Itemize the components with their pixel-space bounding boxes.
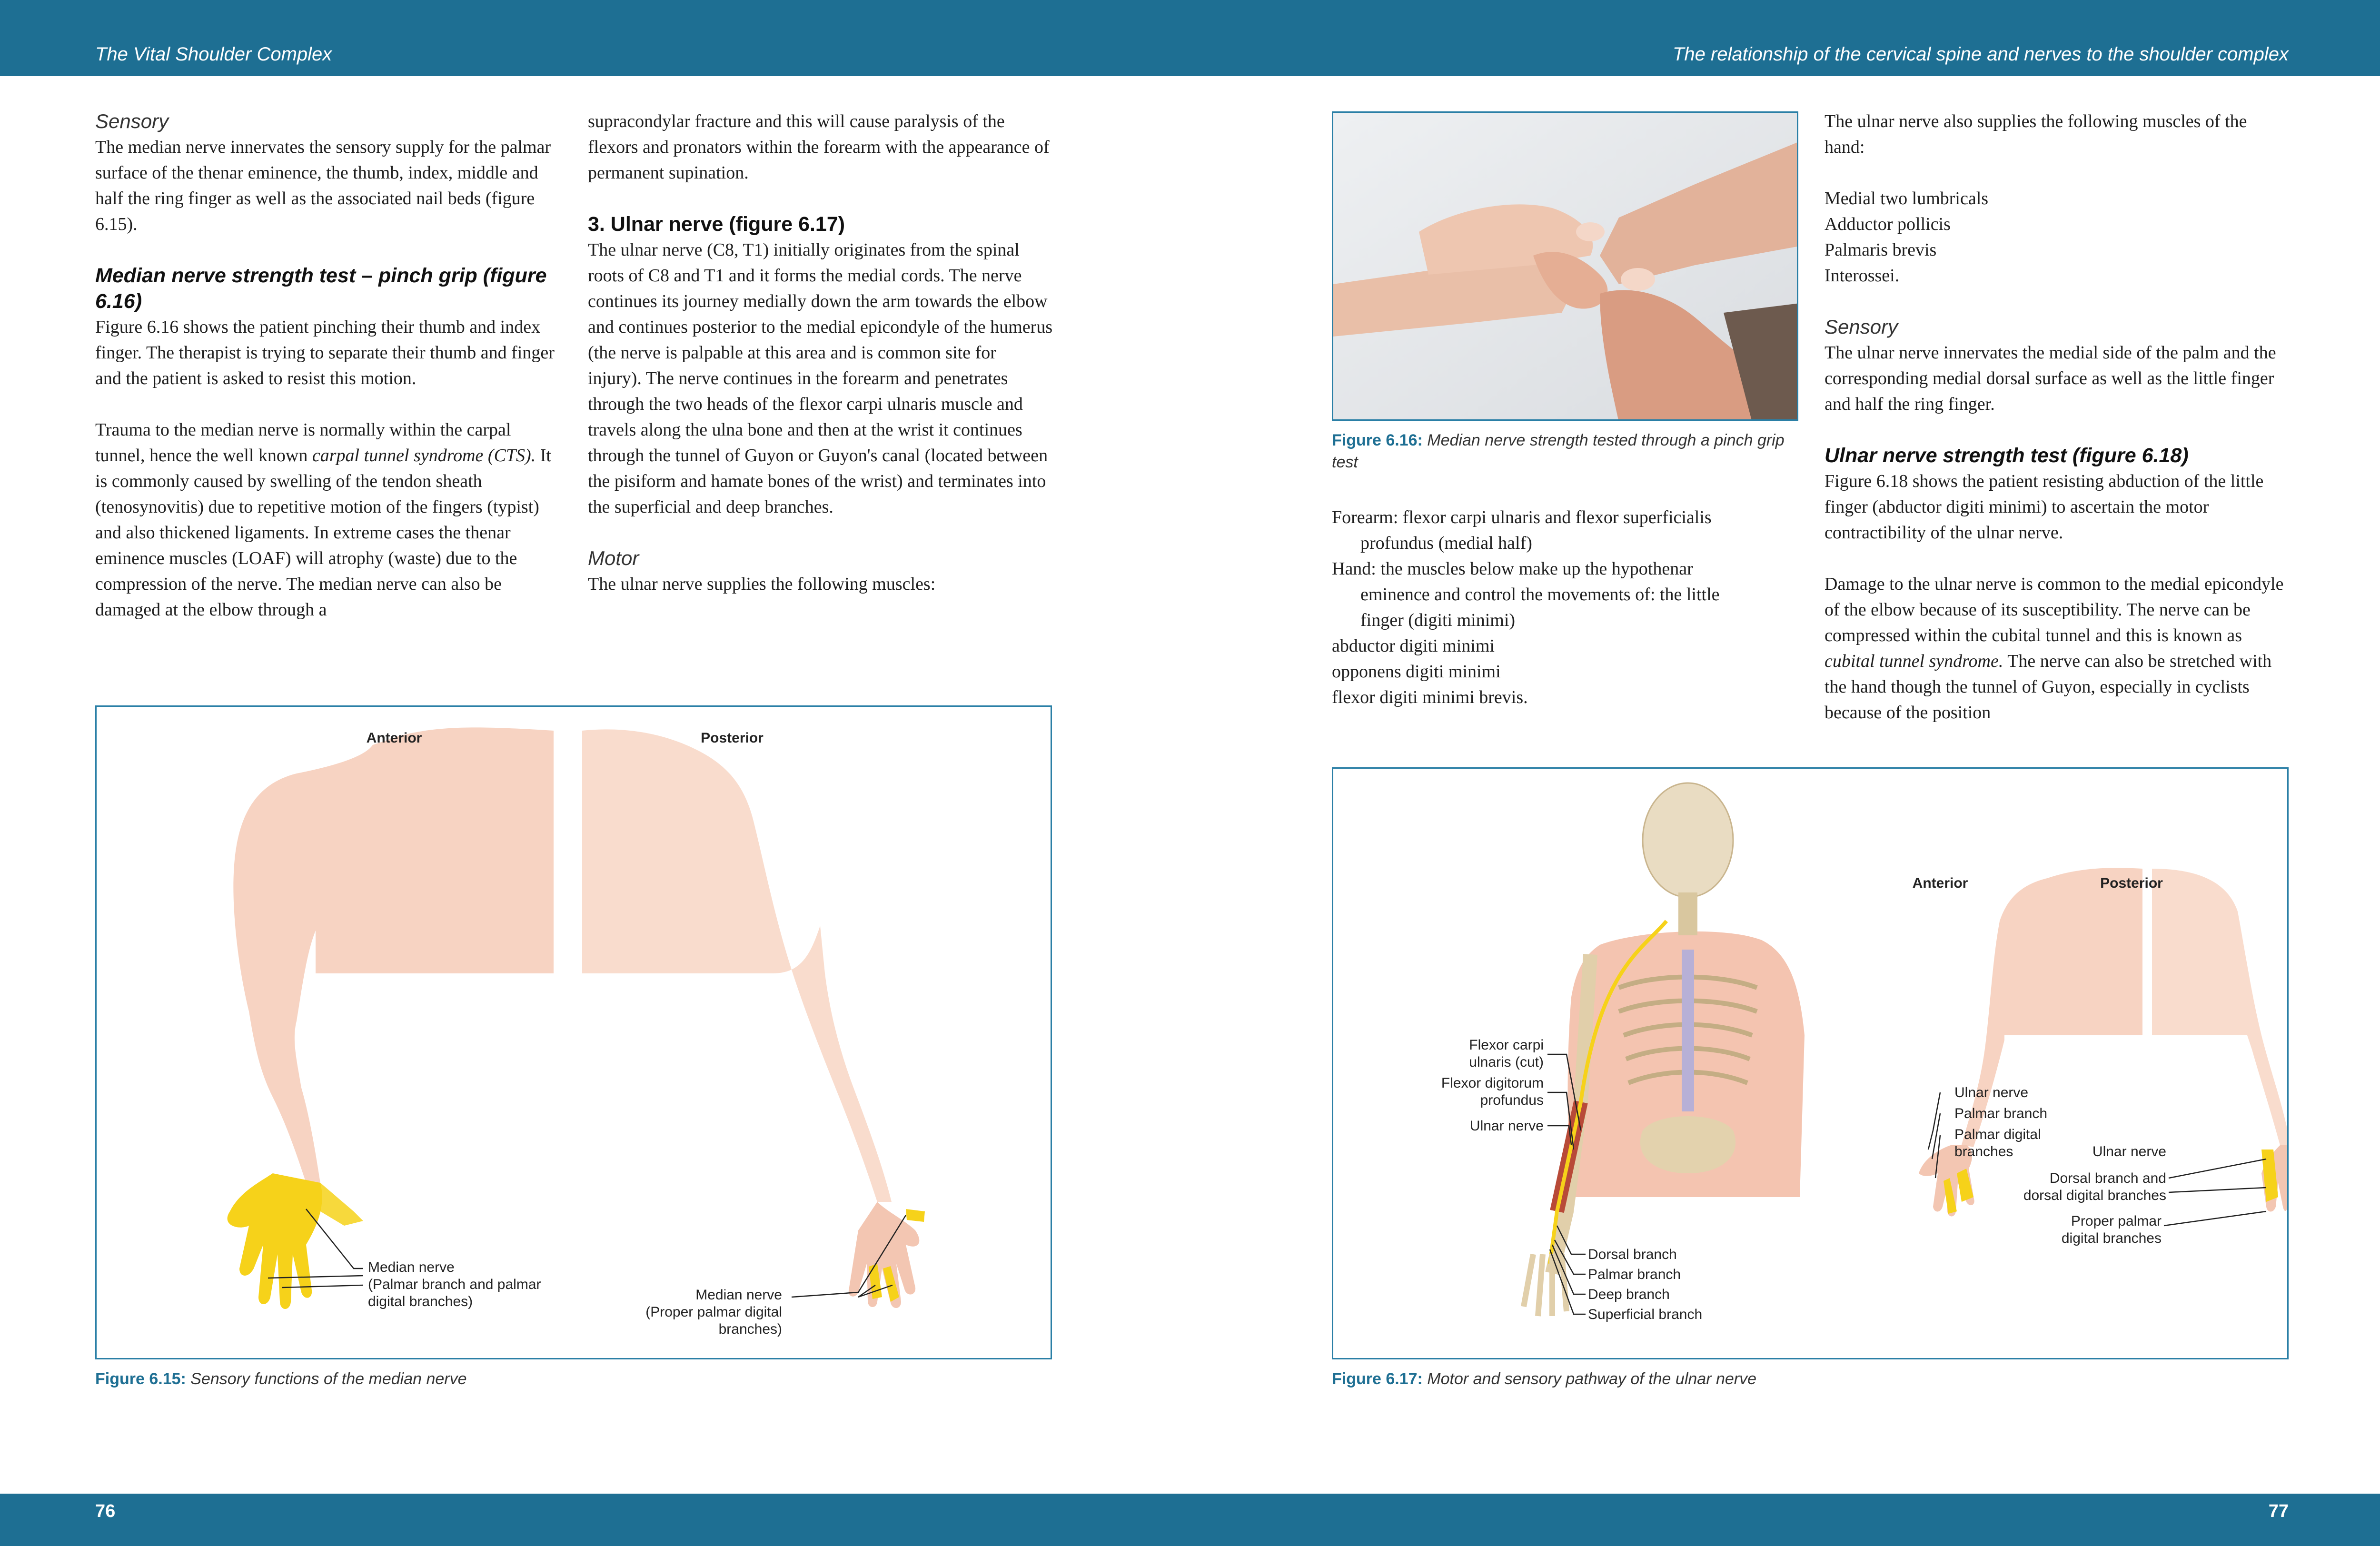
- running-head-right: The relationship of the cervical spine and nerves to the shoulder complex: [1672, 44, 2289, 65]
- anterior-label: Anterior: [366, 730, 422, 746]
- hand-muscle-item: Medial two lumbricals: [1825, 188, 1989, 208]
- right-ulnar-nerve-label-2: Ulnar nerve: [2092, 1144, 2166, 1160]
- median-test-heading: Median nerve strength test – pinch grip (figure 6.16): [95, 264, 547, 313]
- median-nerve-anterior-label: Median nerve: [368, 1259, 455, 1275]
- median-nerve-posterior-sub: (Proper palmar digital: [645, 1304, 782, 1320]
- median-test-paragraph: Figure 6.16 shows the patient pinching their thumb and index finger. The therapist is trying to separate their thumb and finger and the patient is asked to resist this motion.: [95, 317, 555, 388]
- posterior-label: Posterior: [701, 730, 764, 746]
- hand-line: Hand: the muscles below make up the hypothenar: [1332, 559, 1693, 579]
- ulnar-test-heading: Ulnar nerve strength test (figure 6.18): [1825, 444, 2189, 467]
- muscle-item: opponens digiti minimi: [1332, 662, 1501, 682]
- median-nerve-posterior-label: Median nerve: [695, 1287, 782, 1303]
- right-proper-label: digital branches: [2061, 1230, 2162, 1246]
- right-posterior-label: Posterior: [2100, 875, 2163, 891]
- dorsal-branch-label: Dorsal branch: [1588, 1247, 1677, 1262]
- figure-6-16-caption: Figure 6.16: Median nerve strength tested through a pinch grip test: [1332, 431, 1785, 471]
- right-dorsal-label: Dorsal branch and: [2049, 1170, 2166, 1186]
- muscle-item: flexor digiti minimi brevis.: [1332, 687, 1528, 707]
- hand-muscles-intro: The ulnar nerve also supplies the following muscles of the hand:: [1825, 111, 2247, 157]
- figure-6-17-caption: Figure 6.17: Motor and sensory pathway of the ulnar nerve: [1332, 1370, 1757, 1388]
- running-head-left: The Vital Shoulder Complex: [95, 44, 332, 65]
- footer-band: [0, 1494, 2380, 1546]
- hand-muscle-item: Palmaris brevis: [1825, 240, 1937, 260]
- right-palmar-branch-label: Palmar branch: [1954, 1106, 2048, 1121]
- fcu-label: Flexor carpi: [1469, 1037, 1544, 1053]
- right-palmar-digital-label: Palmar digital: [1954, 1127, 2041, 1142]
- column-1: [95, 109, 557, 623]
- motor-paragraph: The ulnar nerve supplies the following muscles:: [588, 574, 936, 594]
- page-number-right: 77: [2268, 1501, 2289, 1521]
- hand-muscle-item: Interossei.: [1825, 266, 1900, 286]
- right-ulnar-nerve-label: Ulnar nerve: [1954, 1085, 2029, 1100]
- page-number-left: 76: [95, 1501, 116, 1521]
- palmar-branch-label: Palmar branch: [1588, 1267, 1681, 1282]
- right-proper-label: Proper palmar: [2071, 1213, 2162, 1229]
- column-3: [1332, 505, 1803, 710]
- right-palmar-digital-label: branches: [1954, 1144, 2013, 1160]
- superficial-branch-label: Superficial branch: [1588, 1307, 1703, 1322]
- forearm-line-cont: profundus (medial half): [1360, 533, 1532, 553]
- figure-6-15: [95, 705, 1052, 1359]
- median-nerve-posterior-sub: branches): [718, 1321, 782, 1337]
- hand-line-cont-1: eminence and control the movements of: the little: [1360, 585, 1720, 605]
- right-dorsal-label: dorsal digital branches: [2023, 1188, 2166, 1203]
- fdp-label: profundus: [1480, 1092, 1544, 1108]
- deep-branch-label: Deep branch: [1588, 1287, 1670, 1302]
- median-nerve-anterior-sub: (Palmar branch and palmar: [368, 1277, 541, 1292]
- column-2: [588, 109, 1054, 597]
- muscle-item: abductor digiti minimi: [1332, 636, 1495, 656]
- ulnar-sensory-paragraph: The ulnar nerve innervates the medial side of the palm and the corresponding medial dorsal surface as well as the little finger and half the ring finger.: [1825, 343, 2276, 414]
- trauma-paragraph: Trauma to the median nerve is normally within the carpal tunnel, hence the well known carpal tunnel syndrome (CTS). It is commonly caused by swelling of the tendon sheath (tenosynovitis) due to repetitive motion of the fingers (typist) and also thickened ligaments. In extreme cases the thenar eminence muscles (LOAF) will atrophy (waste) due to the compression of the nerve. The median nerve can also be damaged at the elbow through a: [95, 420, 551, 620]
- figure-6-17: [1332, 767, 2289, 1359]
- motor-heading: Motor: [588, 547, 639, 569]
- forearm-line: Forearm: flexor carpi ulnaris and flexor superficialis: [1332, 507, 1712, 527]
- column-4: [1825, 109, 2291, 725]
- ulnar-heading: 3. Ulnar nerve (figure 6.17): [588, 213, 845, 236]
- figure-6-15-caption: Figure 6.15: Sensory functions of the median nerve: [95, 1370, 467, 1388]
- hand-line-cont-2: finger (digiti minimi): [1360, 610, 1516, 630]
- sensory-heading: Sensory: [95, 110, 169, 132]
- sensory-paragraph: The median nerve innervates the sensory supply for the palmar surface of the thenar eminence, the thumb, index, middle and half the ring finger as well as the associated nail beds (figure 6.15).: [95, 137, 551, 234]
- ulnar-paragraph: The ulnar nerve (C8, T1) initially originates from the spinal roots of C8 and T1 and it forms the medial cords. The nerve continues its journey medially down the arm towards the elbow and continues posterior to the medial epicondyle of the humerus (the nerve is palpable at this area and is common site for injury). The nerve continues in the forearm and penetrates through the two heads of the flexor carpi ulnaris muscle and travels along the ulna bone and then at the wrist it continues through the tunnel of Guyon or Guyon's canal (located between the pisiform and hamate bones of the wrist) and terminates into the superficial and deep branches.: [588, 240, 1053, 517]
- ulnar-test-paragraph: Figure 6.18 shows the patient resisting abduction of the little finger (abductor digiti minimi) to ascertain the motor contractibility of the ulnar nerve.: [1825, 471, 2264, 543]
- hand-muscle-item: Adductor pollicis: [1825, 214, 1951, 234]
- fdp-label: Flexor digitorum: [1441, 1075, 1544, 1091]
- figure-6-16-photo: [1332, 111, 1798, 421]
- right-anterior-label: Anterior: [1912, 875, 1968, 891]
- ulnar-nerve-label: Ulnar nerve: [1469, 1118, 1544, 1134]
- fcu-label: ulnaris (cut): [1469, 1054, 1544, 1070]
- continuation-paragraph: supracondylar fracture and this will cause paralysis of the flexors and pronators within the forearm with the appearance of permanent supination.: [588, 111, 1050, 183]
- ulnar-sensory-heading: Sensory: [1825, 316, 1898, 338]
- ulnar-damage-paragraph: Damage to the ulnar nerve is common to the medial epicondyle of the elbow because of its susceptibility. The nerve can be compressed within the cubital tunnel and this is known as cubital tunnel syndrome. The nerve can also be stretched with the hand though the tunnel of Guyon, especially in cyclists because of the position: [1825, 574, 2284, 723]
- median-nerve-anterior-sub: digital branches): [368, 1294, 473, 1309]
